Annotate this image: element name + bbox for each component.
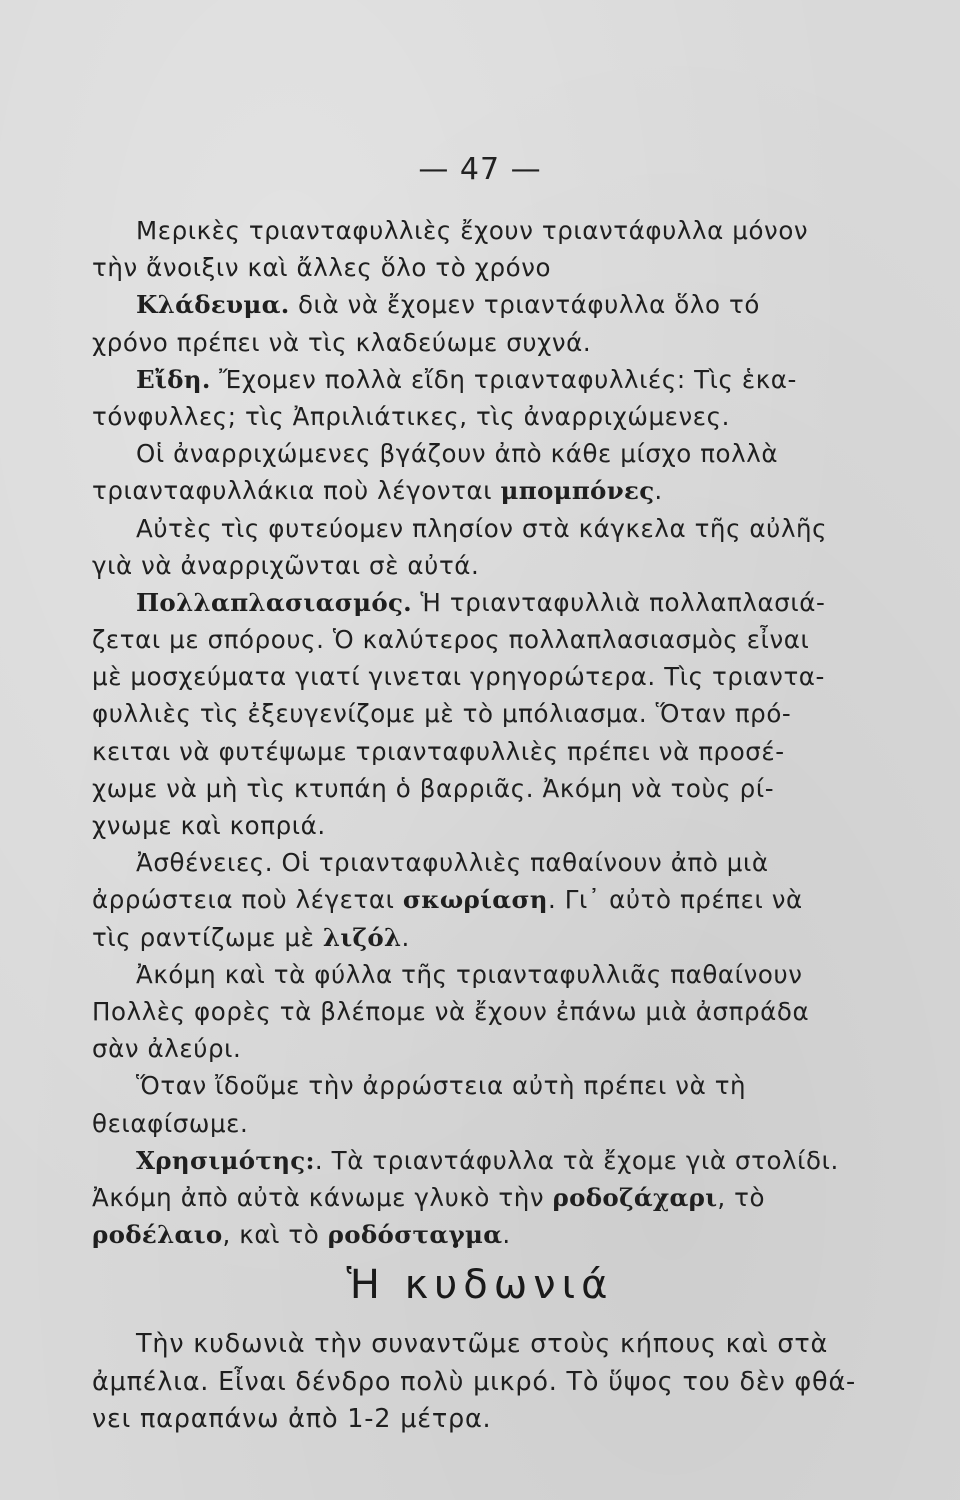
section-title: Ἡ κυδωνιά	[346, 1262, 614, 1308]
text-run: μὲ μοσχεύματα γιατί γινεται γρηγορώτερα. Τὶς τριαντα-	[92, 662, 825, 692]
text-line	[92, 1067, 852, 1104]
text-run: Ἀκόμη ἀπὸ αὐτὰ κάνωμε γλυκὸ τὴν	[92, 1182, 553, 1212]
section-text	[92, 1326, 882, 1439]
text-run: ἀρρώστεια ποὺ λέγεται	[92, 885, 403, 915]
bold-term: Πολλαπλασιασμός.	[136, 587, 413, 617]
text-run: Οἱ ἀναρριχώμενες βγάζουν ἀπὸ κάθε μίσχο πολλὰ	[136, 439, 779, 469]
text-line	[92, 844, 852, 881]
bold-term: Εἴδη.	[136, 364, 211, 394]
text-run: , καὶ τὸ	[222, 1220, 328, 1250]
text-run: . Τὰ τριαντάφυλλα τὰ ἔχομε γιὰ στολίδι.	[314, 1145, 839, 1175]
text-run: διὰ νὰ ἔχομεν τριαντάφυλλα ὅλο τό	[289, 290, 760, 320]
text-line	[92, 286, 852, 323]
text-run: χρόνο πρέπει νὰ τὶς κλαδεύωμε συχνά.	[92, 327, 592, 357]
text-run: Ὅταν ἴδοῦμε τὴν ἀρρώστεια αὐτὴ πρέπει νὰ τὴ	[136, 1071, 747, 1101]
text-run: Ἀκόμη καὶ τὰ φύλλα τῆς τριανταφυλλιᾶς παθαίνουν	[136, 959, 803, 989]
text-line	[92, 956, 852, 993]
text-run: φυλλιὲς τὶς ἐξευγενίζομε μὲ τὸ μπόλιασμα. Ὅταν πρό-	[92, 699, 792, 729]
text-line	[92, 361, 852, 398]
text-line	[92, 919, 852, 956]
text-run: .	[401, 922, 410, 952]
text-run: τὴν ἄνοιξιν καὶ ἄλλες ὅλο τὸ χρόνο	[92, 253, 552, 283]
text-line	[92, 1401, 882, 1439]
text-line	[92, 1030, 852, 1067]
bold-term: λιζόλ	[322, 922, 402, 952]
text-line	[92, 547, 852, 584]
text-run: . Γι᾽ αὐτὸ πρέπει νὰ	[547, 885, 803, 915]
text-line	[92, 1216, 852, 1253]
bold-term: ροδέλαιο	[92, 1220, 223, 1250]
text-run: κειται νὰ φυτέψωμε τριανταφυλλιὲς πρέπει νὰ προσέ-	[92, 736, 785, 766]
text-line	[92, 993, 852, 1030]
text-run: Τὴν κυδωνιὰ τὴν συναντῶμε στοὺς κήπους καὶ στὰ	[136, 1329, 829, 1359]
bold-term: ροδόσταγμα	[327, 1220, 503, 1250]
text-line	[92, 472, 852, 509]
text-run: Ἡ τριανταφυλλιὰ πολλαπλασιά-	[412, 587, 826, 617]
text-line	[92, 807, 852, 844]
text-line	[92, 324, 852, 361]
text-run: νει παραπάνω ἀπὸ 1-2 μέτρα.	[92, 1404, 492, 1434]
bold-term: ροδοζάχαρι	[552, 1182, 718, 1212]
bold-term: Χρησιμότης:	[136, 1145, 315, 1175]
text-line	[92, 584, 852, 621]
text-run: Μερικὲς τριανταφυλλιὲς ἔχουν τριαντάφυλλα μόνον	[136, 216, 809, 245]
text-line	[92, 1326, 882, 1364]
text-line	[92, 249, 852, 286]
text-line	[92, 212, 852, 249]
text-run: γιὰ νὰ ἀναρριχῶνται σὲ αὐτά.	[92, 550, 480, 580]
text-run: Αὐτὲς τὶς φυτεύομεν πλησίον στὰ κάγκελα τῆς αὐλῆς	[136, 513, 828, 543]
text-run: , τὸ	[717, 1182, 766, 1212]
text-line	[92, 733, 852, 770]
text-run: τριανταφυλλάκια ποὺ λέγονται	[92, 476, 501, 506]
main-text	[92, 212, 852, 1253]
text-line	[92, 658, 852, 695]
text-line	[92, 435, 852, 472]
text-run: χνωμε καὶ κοπριά.	[92, 811, 326, 840]
text-run: τόνφυλλες; τὶς Ἀπριλιάτικες, τὶς ἀναρριχώμενες.	[92, 401, 730, 431]
bold-term: μπομπόνες	[500, 476, 655, 506]
text-run: .	[654, 476, 663, 506]
bold-term: Κλάδευμα.	[136, 290, 290, 320]
page-number: — 47 —	[418, 152, 542, 187]
text-run: Ἀσθένειες. Οἱ τριανταφυλλιὲς παθαίνουν ἀπὸ μιὰ	[136, 848, 769, 878]
text-run: θειαφίσωμε.	[92, 1108, 249, 1138]
text-line	[92, 1105, 852, 1142]
text-run: .	[502, 1220, 511, 1250]
text-line	[92, 621, 852, 658]
text-line	[92, 881, 852, 918]
text-run: ἀμπέλια. Εἶναι δένδρο πολὺ μικρό. Τὸ ὕψος του δὲν φθά-	[92, 1366, 857, 1397]
text-line	[92, 695, 852, 732]
text-line	[92, 1364, 882, 1402]
text-run: χωμε νὰ μὴ τὶς κτυπάη ὁ βαρριᾶς. Ἀκόμη νὰ τοὺς ρί-	[92, 773, 775, 803]
text-line	[92, 398, 852, 435]
text-line	[92, 1142, 852, 1179]
text-line	[92, 510, 852, 547]
text-run: σὰν ἀλεύρι.	[92, 1034, 242, 1064]
text-run: ζεται με σπόρους. Ὁ καλύτερος πολλαπλασιασμὸς εἶναι	[92, 625, 810, 655]
text-line	[92, 1179, 852, 1216]
text-run: Ἔχομεν πολλὰ εἴδη τριανταφυλλιές: Τὶς ἑκα-	[210, 364, 797, 394]
text-run: Πολλὲς φορὲς τὰ βλέπομε νὰ ἔχουν ἐπάνω μιὰ ἀσπράδα	[92, 996, 810, 1026]
bold-term: σκωρίαση	[402, 885, 548, 915]
text-line	[92, 770, 852, 807]
text-run: τὶς ραντίζωμε μὲ	[92, 922, 323, 952]
